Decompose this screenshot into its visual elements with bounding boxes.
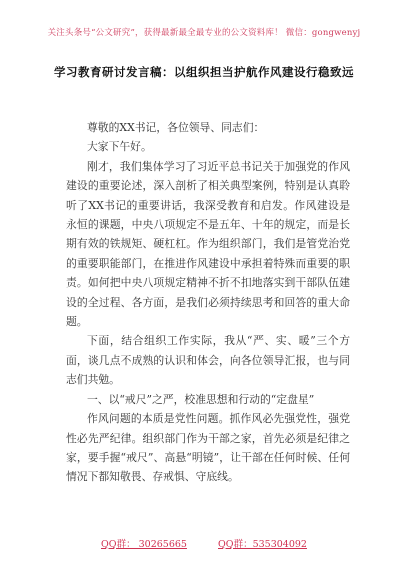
promo-notice: 关注头条号“公文研究”，获得最新最全最专业的公文资料库！ 微信：gongwenyj bbox=[47, 28, 361, 38]
document-body bbox=[66, 118, 350, 487]
paragraph: 作风问题的本质是党性问题。抓作风必先强党性，强党性必先严纪律。组织部门作为干部之家，首先必须是纪律之家，要手握“戒尺”、高悬“明镜”，让干部在任何时候、任何情况下都知敬畏、存戒惧、守底线。 bbox=[66, 412, 350, 484]
qq-group-link-2[interactable]: QQ群：535304092 bbox=[218, 539, 307, 550]
top-banner bbox=[0, 0, 408, 60]
section-heading: 一、以“戒尺”之严，校准思想和行动的“定盘星” bbox=[87, 392, 315, 406]
footer bbox=[0, 536, 408, 554]
qq-group-link-1[interactable]: QQ群： 30265665 bbox=[101, 539, 187, 550]
salutation: 尊敬的XX书记，各位领导、同志们： bbox=[87, 121, 265, 134]
paragraph: 刚才，我们集体学习了习近平总书记关于加强党的作风建设的重要论述，深入剖析了相关典型案例，特别是认真聆听了XX书记的重要讲话，我深受教育和启发。作风建设是永恒的课题，中央八项规定不是五年、十年的规定，而是长期有效的铁规矩、硬杠杠。作为组织部门，我们是管党治党的重要职能部门，在推进作风建设中承担着特殊而重要的职责。如何把中央八项规定精神不折不扣地落实到干部队伍建设的全过程、各方面，是我们必须持续思考和回答的重大命题。 bbox=[66, 159, 350, 329]
document-title: 学习教育研讨发言稿：以组织担当护航作风建设行稳致远 bbox=[54, 65, 354, 79]
greeting: 大家下午好。 bbox=[87, 140, 152, 154]
paragraph: 下面，结合组织工作实际，我从“严、实、暖”三个方面，谈几点不成熟的认识和体会，向各位领导汇报，也与同志们共勉。 bbox=[66, 334, 350, 387]
